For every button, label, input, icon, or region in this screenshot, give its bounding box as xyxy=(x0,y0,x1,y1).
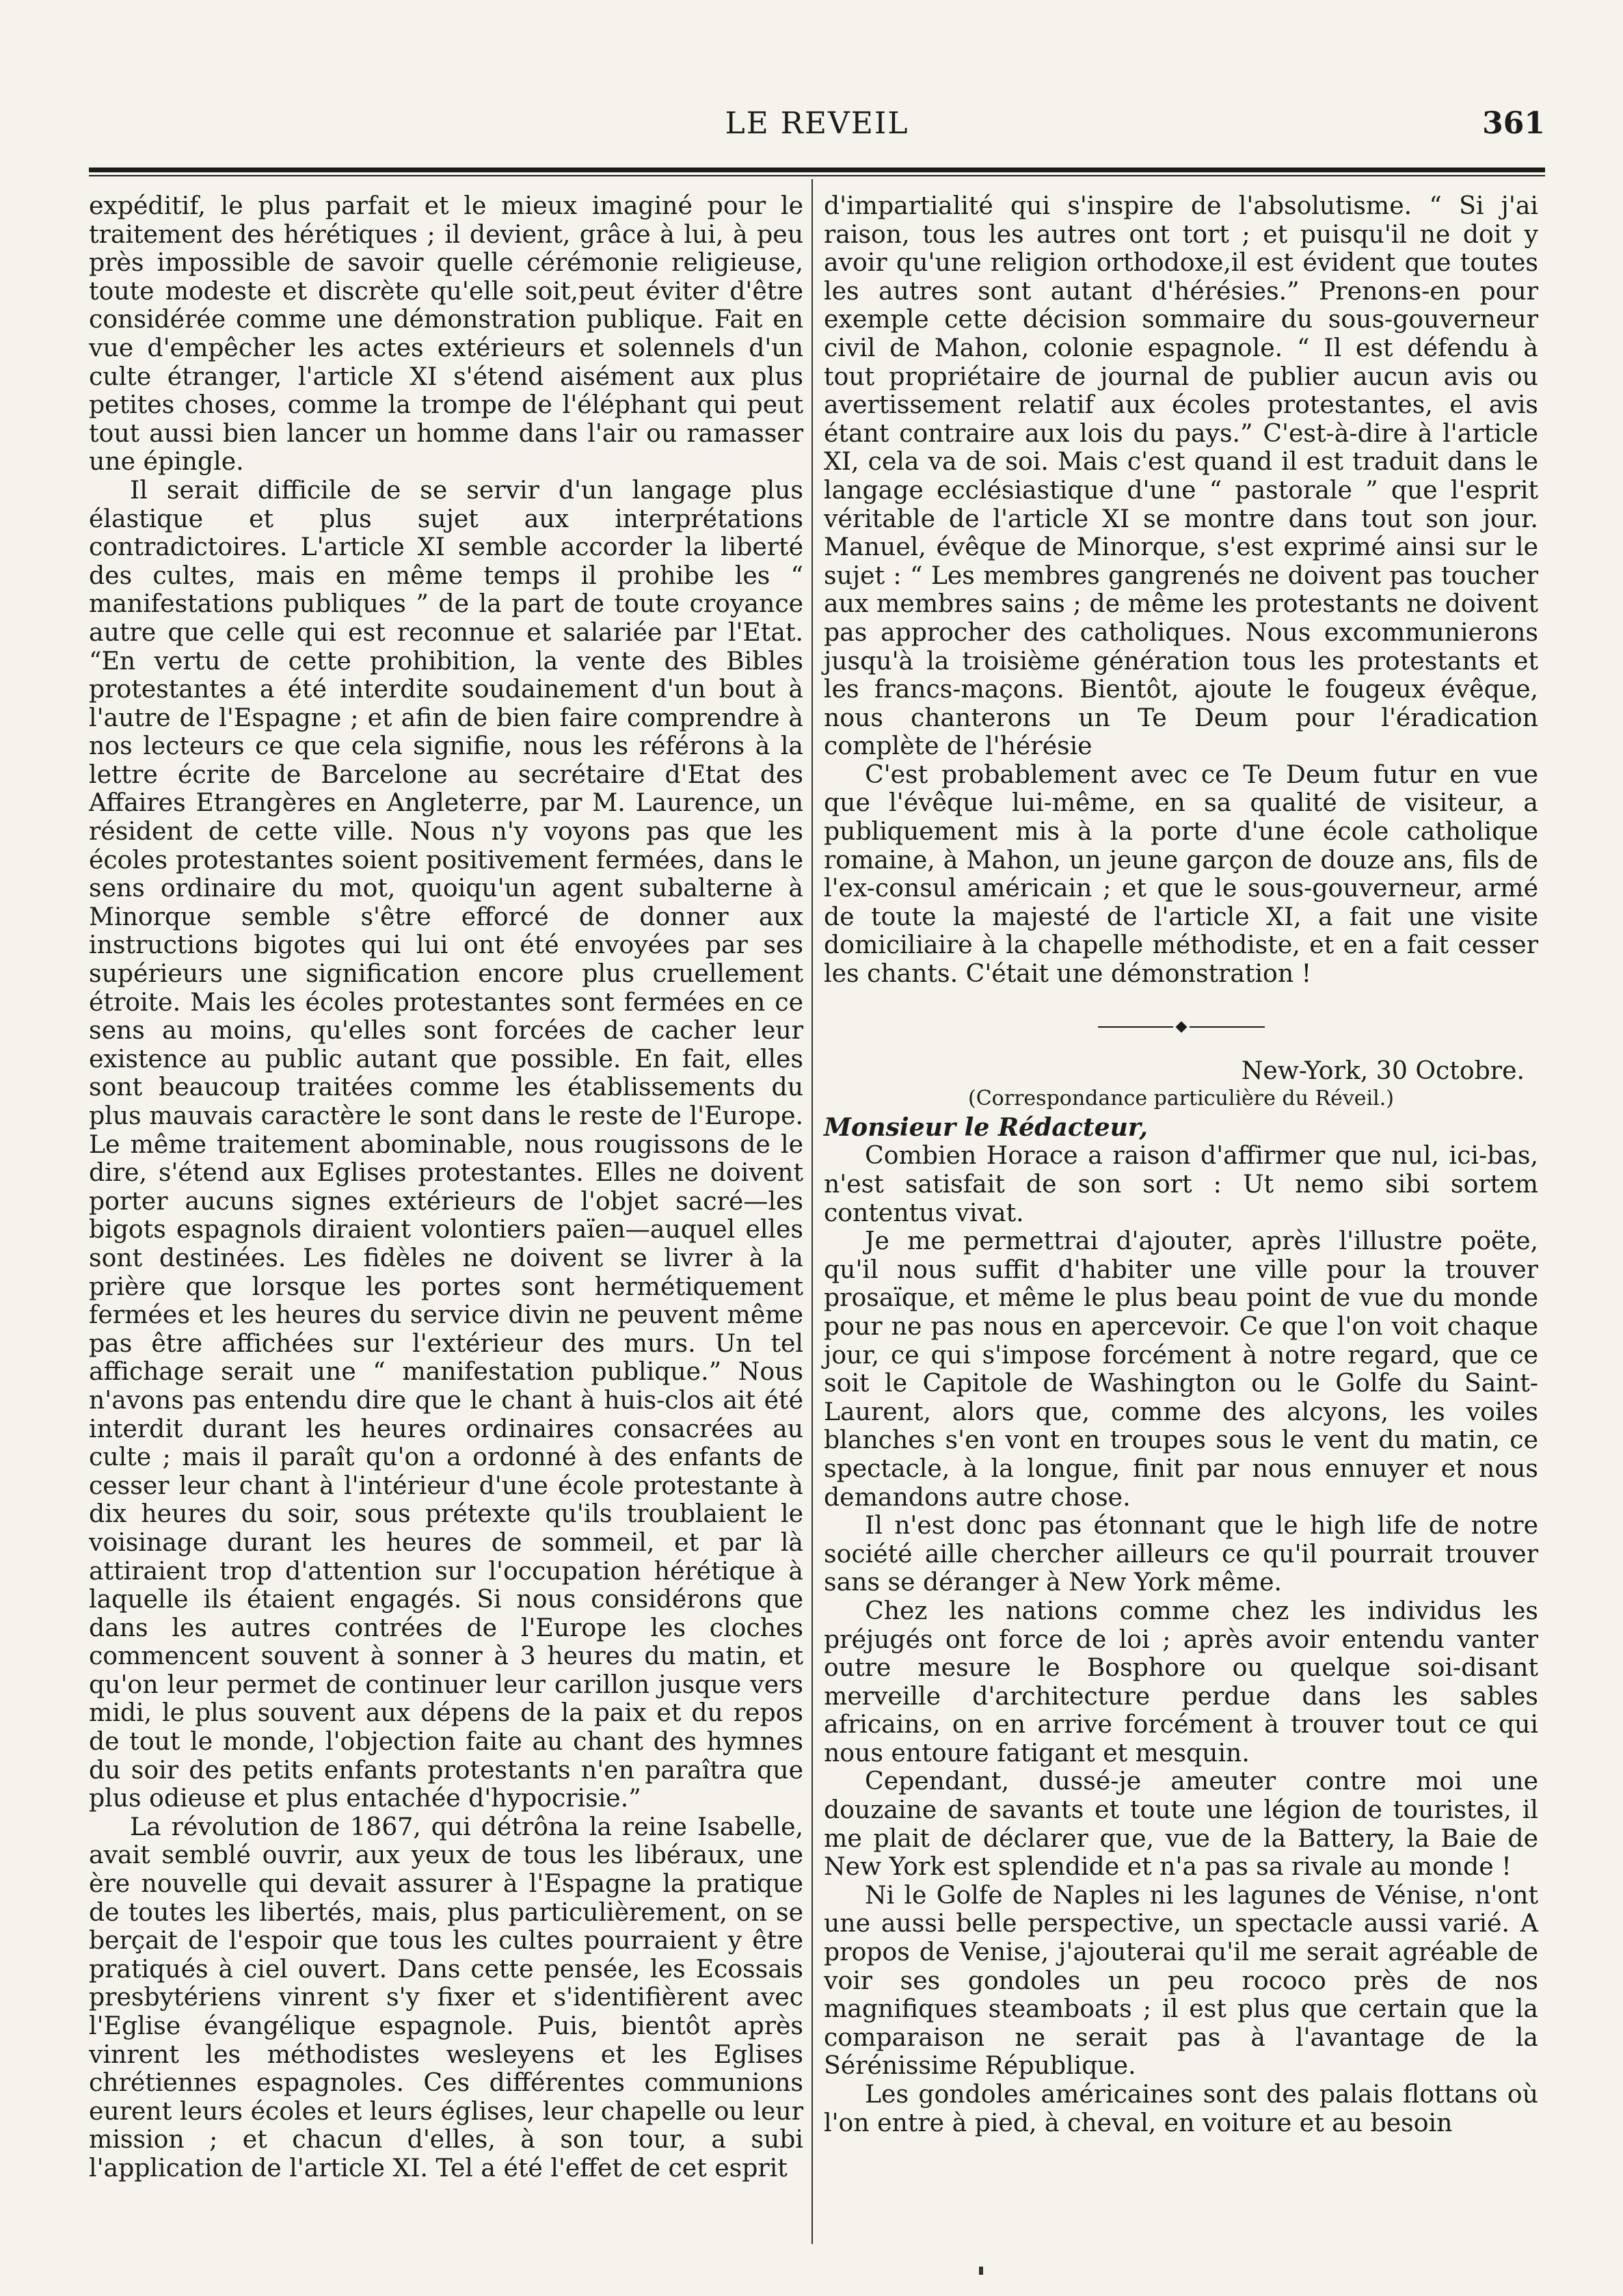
left-paragraph-3: La révolution de 1867, qui détrôna la reine Isabelle, avait semblé ouvrir, aux yeux de tous les libéraux, une ère nouvelle qui devait assurer à l'Espagne la pratique de toutes les libertés, mais, plus particulièrement, on se berçait de l'espoir que tous les cultes pourraient y être pratiqués à ciel ouvert. Dans cette pensée, les Ecossais presbytériens vinrent s'y fixer et s'identifièrent avec l'Eglise évangélique espagnole. Puis, bientôt après vinrent les méthodistes wesleyens et les Eglises chrétiennes espagnoles. Ces différentes communions eurent leurs écoles et leurs églises, leur chapelle ou leur mission ; et chacun d'elles, à son tour, a subi l'application de l'article XI. Tel a été l'effet de cet esprit xyxy=(89,1811,803,2182)
left-paragraph-1: expéditif, le plus parfait et le mieux imaginé pour le traitement des hérétiques ; il devient, grâce à lui, à peu près impossible de savoir quelle cérémonie religieuse, toute modeste et discrète qu'elle soit,peut éviter d'être considérée comme une démonstration publique. Fait en vue d'empêcher les actes extérieurs et solennels d'un culte étranger, l'article XI s'étend aisément aux plus petites choses, comme la trompe de l'éléphant qui peut tout aussi bien lancer un homme dans l'air ou ramasser une épingle. xyxy=(89,191,803,477)
header-rule xyxy=(89,168,1545,172)
correspondence-note: (Correspondance particulière du Réveil.) xyxy=(968,1086,1394,1111)
right-paragraph-2: C'est probablement avec ce Te Deum futur en vue que l'évêque lui-même, en sa qualité de visiteur, a publiquement mis à la porte d'une école catholique romaine, à Mahon, un jeune garçon de douze ans, fils de l'ex-consul américain ; et que le sous-gouverneur, armé de toute la majesté de l'article XI, a fait une visite domiciliaire à la chapelle méthodiste, et en a fait cesser les chants. C'était une démonstration ! xyxy=(824,759,1538,989)
section-ornament xyxy=(824,1024,1538,1030)
right-paragraph-5: Il n'est donc pas étonnant que le high life de notre société aille chercher ailleurs ce qu'il pourrait trouver sans se déranger à New York même. xyxy=(824,1510,1538,1597)
right-column xyxy=(824,191,1538,2137)
header-rule-thin xyxy=(89,175,1545,176)
left-column xyxy=(89,191,803,2182)
running-title: LE REVEIL xyxy=(725,106,909,141)
right-paragraph-6: Chez les nations comme chez les individus les préjugés ont force de loi ; après avoir entendu vanter outre mesure le Bosphore ou quelque soi-disant merveille d'architecture perdue dans les sables africains, on en arrive forcément à trouver tout ce qui nous entoure fatigant et mesquin. xyxy=(824,1595,1538,1767)
salutation: Monsieur le Rédacteur, xyxy=(824,1112,1148,1142)
dateline: New-York, 30 Octobre. xyxy=(1241,1055,1525,1085)
right-paragraph-9: Les gondoles américaines sont des palais flottans où l'on entre à pied, à cheval, en voiture et au besoin xyxy=(824,2079,1538,2137)
right-paragraph-3: Combien Horace a raison d'affirmer que nul, ici-bas, n'est satisfait de son sort : Ut nemo sibi sortem contentus vivat. xyxy=(824,1140,1538,1227)
right-paragraph-4: Je me permettrai d'ajouter, après l'illustre poëte, qu'il nous suffit d'habiter une ville pour la trouver prosaïque, et même le plus beau point de vue du monde pour ne pas nous en apercevoir. Ce que l'on voit chaque jour, ce qui s'impose forcément à notre regard, que ce soit le Capitole de Washington ou le Golfe du Saint-Laurent, alors que, comme des alcyons, les voiles blanches s'en vont en troupes sous le vent du matin, ce spectacle, à la longue, finit par nous ennuyer et nous demandons autre chose. xyxy=(824,1226,1538,1512)
column-divider xyxy=(811,179,813,2244)
right-paragraph-1: d'impartialité qui s'inspire de l'absolutisme. “ Si j'ai raison, tous les autres ont tort ; et puisqu'il ne doit y avoir qu'une religion orthodoxe,il est évident que toutes les autres sont autant d'hérésies.” Prenons-en pour exemple cette décision sommaire du sous-gouverneur civil de Mahon, colonie espagnole. “ Il est défendu à tout propriétaire de journal de publier aucun avis ou avertissement relatif aux écoles protestantes, el avis étant contraire aux lois du pays.” C'est-à-dire à l'article XI, cela va de soi. Mais c'est quand il est traduit dans le langage ecclésiastique d'une “ pastorale ” que l'esprit véritable de l'article XI se montre dans tout son jour. Manuel, évêque de Minorque, s'est exprimé ainsi sur le sujet : “ Les membres gangrenés ne doivent pas toucher aux membres sains ; de même les protestants ne doivent pas approcher des catholiques. Nous excommunierons jusqu'à la troisième génération tous les protestants et les francs-maçons. Bientôt, ajoute le fougeux évêque, nous chanterons un Te Deum pour l'éradication complète de l'hérésie xyxy=(824,191,1538,761)
page-number: 361 xyxy=(1482,106,1545,141)
print-mark xyxy=(979,2267,983,2275)
right-paragraph-7: Cependant, dussé-je ameuter contre moi une douzaine de savants et toute une légion de touristes, il me plait de déclarer que, vue de la Battery, la Baie de New York est splendide et n'a pas sa rivale au monde ! xyxy=(824,1766,1538,1882)
right-paragraph-8: Ni le Golfe de Naples ni les lagunes de Vénise, n'ont une aussi belle perspective, un spectacle aussi varié. A propos de Venise, j'ajouterai qu'il me serait agréable de voir ses gondoles un peu rococo près de nos magnifiques steamboats ; il est plus que certain que la comparaison ne serait pas à l'avantage de la Sérénissime République. xyxy=(824,1880,1538,2081)
page-header xyxy=(89,106,1545,147)
left-paragraph-2: Il serait difficile de se servir d'un langage plus élastique et plus sujet aux interprétations contradictoires. L'article XI semble accorder la liberté des cultes, mais en même temps il prohibe les “ manifestations publiques ” de la part de toute croyance autre que celle qui est reconnue et salariée par l'Etat. “En vertu de cette prohibition, la vente des Bibles protestantes a été interdite soudainement d'un bout à l'autre de l'Espagne ; et afin de bien faire comprendre à nos lecteurs ce que cela signifie, nous les référons à la lettre écrite de Barcelone au secrétaire d'Etat des Affaires Etrangères en Angleterre, par M. Laurence, un résident de cette ville. Nous n'y voyons pas que les écoles protestantes soient positivement fermées, dans le sens ordinaire du mot, quoiqu'un agent subalterne à Minorque semble s'être efforcé de donner aux instructions bigotes qui lui ont été envoyées par ses supérieurs une signification encore plus cruellement étroite. Mais les écoles protestantes sont fermées en ce sens au moins, qu'elles sont forcées de cacher leur existence au public autant que possible. En fait, elles sont beaucoup traitées comme les établissements du plus mauvais caractère le sont dans le reste de l'Europe. Le même traitement abominable, nous rougissons de le dire, s'étend aux Eglises protestantes. Elles ne doivent porter aucuns signes extérieurs de l'objet sacré—les bigots espagnols diraient volontiers païen—auquel elles sont destinées. Les fidèles ne doivent se livrer à la prière que lorsque les portes sont hermétiquement fermées et les heures du service divin ne peuvent même pas être affichées sur l'extérieur des murs. Un tel affichage serait une “ manifestation publique.” Nous n'avons pas entendu dire que le chant à huis-clos ait été interdit durant les heures ordinaires consacrées au culte ; mais il paraît qu'on a ordonné à des enfants de cesser leur chant à l'intérieur d'une école protestante à dix heures du soir, sous prétexte qu'ils troublaient le voisinage durant les heures de sommeil, et par là attiraient trop d'attention sur l'occupation hérétique à laquelle ils étaient engagés. Si nous considérons que dans les autres contrées de l'Europe les cloches commencent souvent à sonner à 3 heures du matin, et qu'on leur permet de continuer leur carillon jusque vers midi, le plus souvent aux dépens de la paix et du repos de tout le monde, l'objection faite au chant des hymnes du soir des petits enfants protestants n'en paraîtra que plus odieuse et plus entachée d'hypocrisie.” xyxy=(89,475,803,1813)
